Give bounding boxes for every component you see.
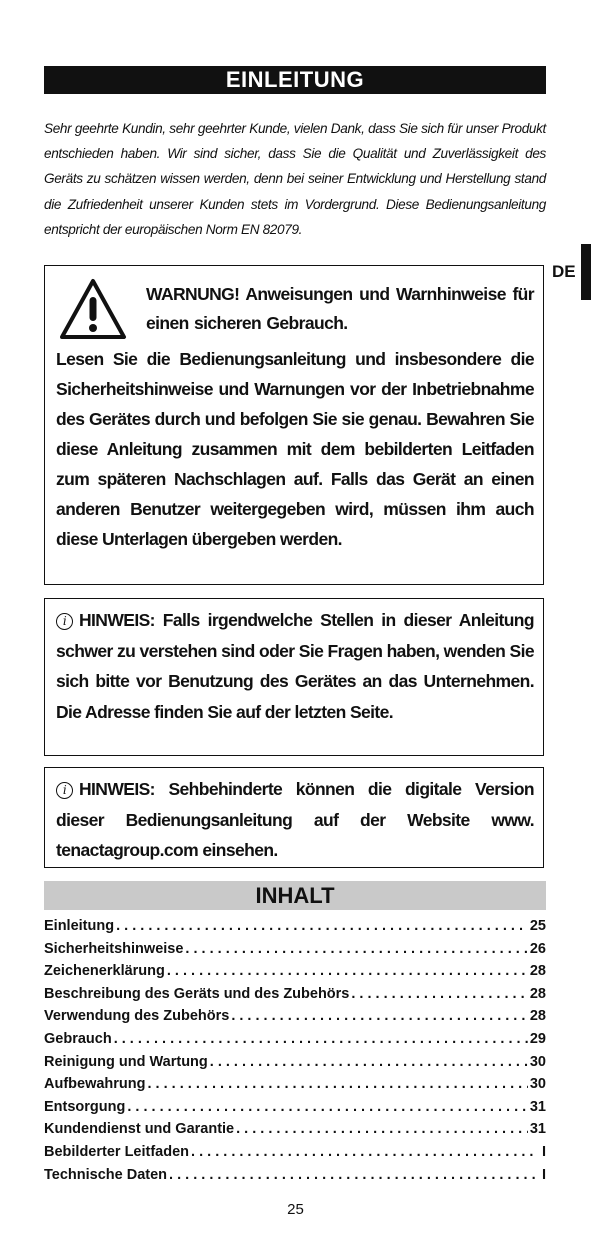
table-of-contents [44, 915, 546, 1186]
note-box-digital-version [44, 767, 544, 868]
toc-entry[interactable]: Verwendung des Zubehörs . . . 28 [44, 1005, 546, 1028]
info-icon: i [56, 782, 73, 799]
intro-paragraph: Sehr geehrte Kundin, sehr geehrter Kunde, vielen Dank, dass Sie sich für unser Produkt entschieden haben. Wir sind sicher, dass Sie die Qualität und Zuverlässigkeit des Geräts zu schätzen wissen werden, denn bei seiner Entwicklung und Herstellung stand die Zufriedenheit unserer Kunden stets im Vordergrund. Diese Bedienungsanleitung entspricht der europäischen Norm EN 82079. [44, 121, 546, 237]
warning-triangle-icon [59, 278, 127, 340]
section-heading-inhalt: INHALT [44, 881, 546, 910]
language-tag: DE [552, 262, 576, 281]
note-text: HINWEIS: Sehbehinderte können die digitale Version dieser Bedienungsanleitung auf der Website www. tenactagroup.com einsehen. [56, 779, 534, 860]
toc-entry[interactable]: Entsorgung . . . 31 [44, 1096, 546, 1119]
toc-entry[interactable]: Aufbewahrung . . . 30 [44, 1073, 546, 1096]
toc-entry[interactable]: Reinigung und Wartung . . . 30 [44, 1051, 546, 1074]
warning-title: WARNUNG! Anweisungen und Warnhinweise für einen sicheren Gebrauch. [146, 284, 534, 333]
toc-entry[interactable]: Beschreibung des Geräts und des Zubehörs . . . 28 [44, 983, 546, 1006]
section-heading-einleitung: EINLEITUNG [44, 66, 546, 94]
warning-box [44, 265, 544, 585]
warning-body: Lesen Sie die Bedienungsanleitung und insbesondere die Sicherheitshinweise und Warnungen vor der Inbetriebnahme des Gerätes durch und befolgen Sie sie genau. Bewahren Sie diese Anleitung zusammen mit dem bebilderten Leitfaden zum späteren Nachschlagen auf. Falls das Gerät an einen anderen Benutzer weitergegeben wird, müssen ihm auch diese Unterlagen übergeben werden. [56, 349, 534, 549]
toc-entry[interactable]: Bebilderter Leitfaden . . . I [44, 1141, 546, 1164]
toc-entry[interactable]: Gebrauch . . . 29 [44, 1028, 546, 1051]
toc-entry[interactable]: Kundendienst und Garantie . . . 31 [44, 1118, 546, 1141]
toc-entry[interactable]: Sicherheitshinweise . . . 26 [44, 938, 546, 961]
toc-entry[interactable]: Zeichenerklärung . . . 28 [44, 960, 546, 983]
note-text: HINWEIS: Falls irgendwelche Stellen in dieser Anleitung schwer zu verstehen sind oder Sie Fragen haben, wenden Sie sich bitte vor Benutzung des Gerätes an das Unternehmen. Die Adresse finden Sie auf der letzten Seite. [56, 610, 534, 722]
toc-entry[interactable]: Technische Daten . . . I [44, 1164, 546, 1187]
language-marker-bar [581, 244, 591, 300]
info-icon: i [56, 613, 73, 630]
note-box-questions [44, 598, 544, 756]
toc-entry[interactable]: Einleitung . . . 25 [44, 915, 546, 938]
page-number: 25 [287, 1201, 304, 1218]
